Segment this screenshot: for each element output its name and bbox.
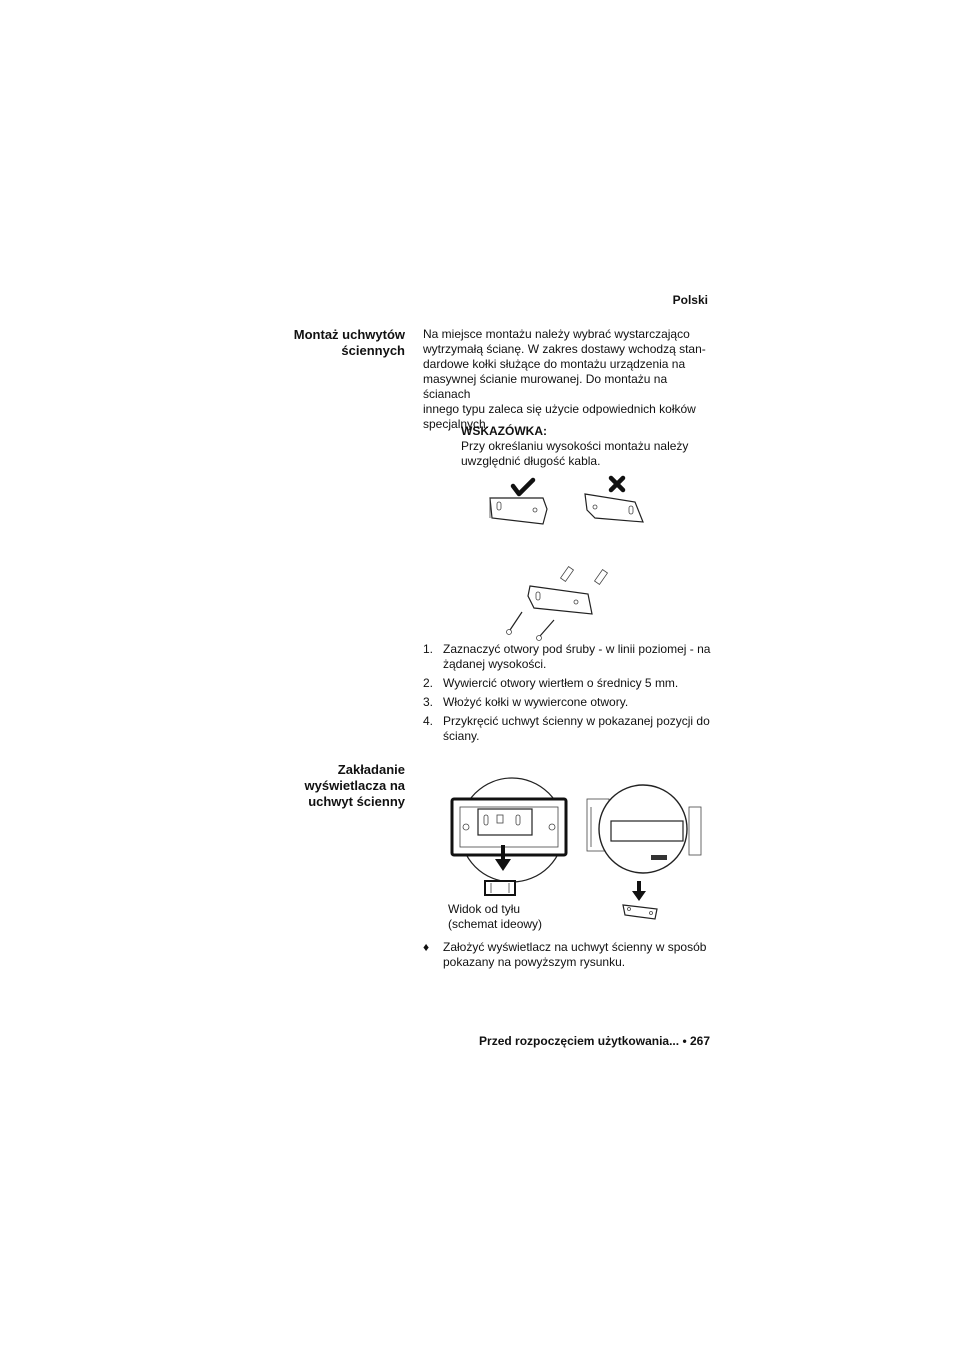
bullet-line: Założyć wyświetlacz na uchwyt ścienny w sposób <box>443 940 707 954</box>
rear-view-figure <box>448 775 578 900</box>
list-item <box>423 695 713 710</box>
step-number: 4. <box>423 714 434 728</box>
section-title-line: uchwyt ścienny <box>308 794 405 809</box>
step-text <box>443 695 713 710</box>
bracket-icon <box>485 881 515 895</box>
section-title-line: wyświetlacza na <box>304 778 405 793</box>
correct-bracket-illustration <box>490 498 547 524</box>
section-title-line: Zakładanie <box>337 762 405 777</box>
note-line: Przy określaniu wysokości montażu należy <box>461 439 689 453</box>
list-item <box>423 676 713 691</box>
dowel-icon <box>561 567 608 585</box>
page-footer: Przed rozpoczęciem użytkowania... • 267 <box>479 1034 710 1048</box>
note-line: uwzględnić długość kabla. <box>461 454 601 468</box>
intro-line: Na miejsce montażu należy wybrać wystarczająco <box>423 327 690 341</box>
brand-logo <box>651 855 667 860</box>
step-line: Wywiercić otwory wiertłem o średnicy 5 mm. <box>443 676 679 690</box>
diamond-bullet-icon: ♦ <box>423 940 430 954</box>
intro-line: innego typu zaleca się użycie odpowiednich kołków <box>423 402 696 416</box>
step-line: Włożyć kołki w wywiercone otwory. <box>443 695 629 709</box>
step-text <box>443 642 713 672</box>
bracket-dowels-figure <box>500 562 620 642</box>
caption-line: Widok od tyłu <box>448 902 521 916</box>
section-title-wall-mount <box>250 327 405 359</box>
front-view-figure <box>585 785 715 925</box>
intro-paragraph <box>423 327 713 432</box>
arrow-down-icon <box>632 881 646 901</box>
note-label: WSKAZÓWKA: <box>461 424 547 438</box>
step-line: ściany. <box>443 729 480 743</box>
section-title-display-mount <box>250 762 405 810</box>
list-item <box>423 642 713 672</box>
intro-line: specjalnych. <box>423 417 490 431</box>
list-item <box>423 714 713 744</box>
bullet-text <box>443 940 706 970</box>
step-line: Przykręcić uchwyt ścienny w pokazanej pozycji do <box>443 714 710 728</box>
step-number: 1. <box>423 642 434 656</box>
caption-line: (schemat ideowy) <box>448 917 543 931</box>
step-text <box>443 676 713 691</box>
bullet-instruction <box>423 940 713 970</box>
wrong-bracket-illustration <box>585 494 643 522</box>
step-number: 2. <box>423 676 434 690</box>
intro-line: dardowe kołki służące do montażu urządzenia na <box>423 357 686 371</box>
intro-line: masywnej ścianie murowanej. Do montażu na ścianach <box>423 372 668 401</box>
bullet-line: pokazany na powyższym rysunku. <box>443 955 626 969</box>
header-language: Polski <box>672 293 708 307</box>
screw-icon <box>507 612 555 641</box>
section-title-line: Montaż uchwytów <box>293 327 405 342</box>
checkmark-icon <box>513 480 533 494</box>
step-number: 3. <box>423 695 434 709</box>
step-line: żądanej wysokości. <box>443 657 547 671</box>
step-line: Zaznaczyć otwory pod śruby - w linii poziomej - na <box>443 642 711 656</box>
mounting-steps-list <box>423 642 713 748</box>
mounting-bracket-illustration <box>528 586 592 614</box>
intro-line: wytrzymałą ścianę. W zakres dostawy wchodzą stan- <box>423 342 706 356</box>
bracket-orientation-figure <box>485 474 665 534</box>
cross-icon <box>611 478 623 490</box>
section-title-line: ściennych <box>341 343 405 358</box>
figure-caption <box>448 902 598 932</box>
note-block <box>461 424 711 469</box>
step-text <box>443 714 713 744</box>
